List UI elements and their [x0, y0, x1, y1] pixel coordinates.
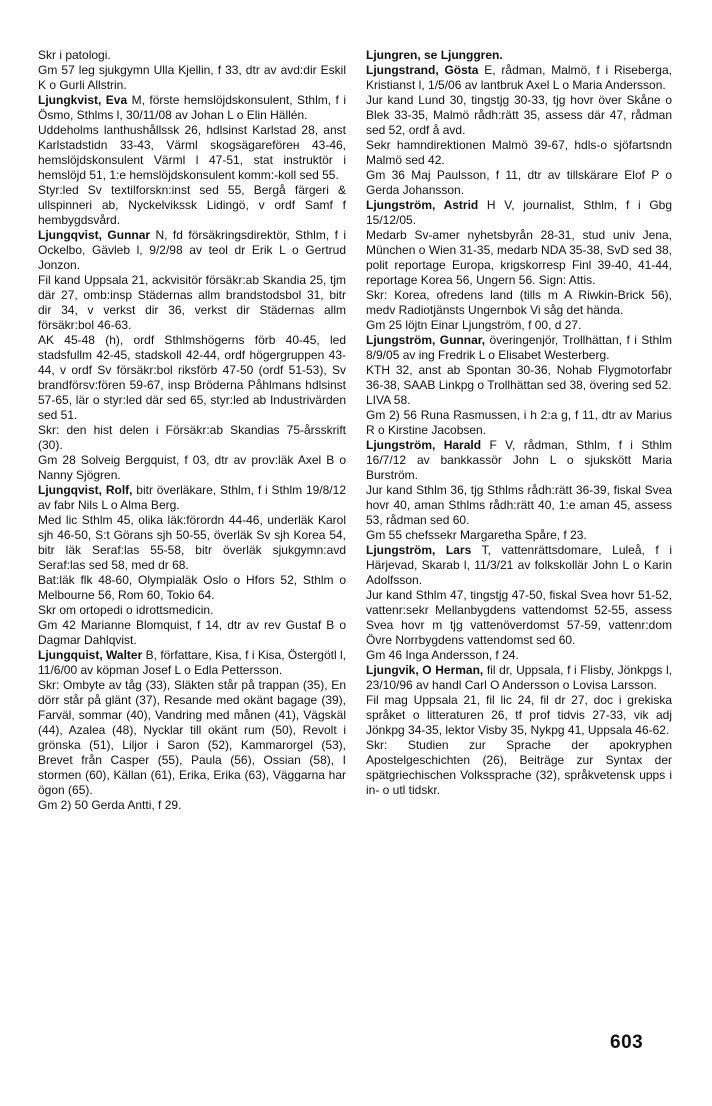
biography-entry-paragraph: [366, 138, 672, 168]
biography-entry-paragraph: [366, 93, 672, 138]
entry-text: Fil kand Uppsala 21, ackvisitör försäkr:ab Skandia 25, tjm där 27, omb:insp Städernas allm brandstodsbol 31, bitr dir 34, v verkst dir 36, verkst dir Städernas allm försäkr:bol 46-63.: [38, 273, 346, 332]
entry-name: Ljungstrand, Gösta: [366, 63, 479, 77]
entry-text: Fil mag Uppsala 21, fil lic 24, fil dr 27, doc i grekiska språket o litteraturen 26, tf prof tidvis 27-33, vik adj Jönkpg 34-35, lektor Visby 35, Nykpg 41, Uppsala 46-62.: [366, 693, 672, 737]
entry-text: Skr i patologi.: [38, 48, 111, 62]
biography-entry-paragraph: [366, 288, 672, 318]
biography-entry-paragraph: [38, 48, 346, 63]
entry-text: se Ljunggren.: [420, 48, 503, 62]
biography-entry-heading: [366, 63, 672, 93]
biography-entry-paragraph: [38, 333, 346, 423]
entry-text: Sekr hamndirektionen Malmö 39-67, hdls-o sjöfartsndn Malmö sed 42.: [366, 138, 672, 167]
biography-entry-paragraph: [38, 573, 346, 603]
biography-entry-heading: [366, 198, 672, 228]
entry-name: Ljungkvist, Eva: [38, 93, 128, 107]
entry-text: bitr överläkare, Sthlm, f i Sthlm 19/8/12 av fabr Nils L o Alma Berg.: [38, 483, 346, 512]
entry-name: Ljungqvist, Rolf,: [38, 483, 133, 497]
entry-text: Bat:läk flk 48-60, Olympialäk Oslo o Hfors 52, Sthlm o Melbourne 56, Rom 60, Tokio 64.: [38, 573, 346, 602]
entry-text: Styr:led Sv textilforskn:inst sed 55, Bergå färgeri & ullspinneri ab, Nyckelvikssk Lidingö, v ordf Samf f hembygdsvård.: [38, 183, 346, 227]
entry-text: Gm 28 Solveig Bergquist, f 03, dtr av prov:läk Axel B o Nanny Sjögren.: [38, 453, 346, 482]
biography-entry-paragraph: [38, 63, 346, 93]
biography-entry-paragraph: [38, 423, 346, 453]
entry-text: Uddeholms lanthushållssk 26, hdlsinst Karlstad 28, anst Karlstadstidn 33-43, Värml skogsägareförен 43-46, hemslöjdskonsulent Värml l 47-51, stat instruktör i hemslöjd 51, 1:e hemslöjdskonsulent komm:-koll sed 55.: [38, 123, 346, 182]
entry-text: Gm 36 Maj Paulsson, f 11, dtr av tillskärare Elof P o Gerda Johansson.: [366, 168, 672, 197]
biography-entry-paragraph: [366, 483, 672, 528]
entry-name: Ljungqvist, Gunnar: [38, 228, 151, 242]
biography-entry-heading: [38, 228, 346, 273]
entry-text: Med lic Sthlm 45, olika läk:förordn 44-46, underläk Karol sjh 46-50, S:t Görans sjh 50-55, överläk Sv sjh Korea 54, bitr läk Seraf:las 55-58, bitr överläk sjukgymn:avd Seraf:las sed 58, med dr 68.: [38, 513, 346, 572]
biography-entry-paragraph: [366, 408, 672, 438]
entry-name: Ljungström, Lars: [366, 543, 472, 557]
biography-entry-paragraph: [366, 318, 672, 333]
biography-entry-paragraph: [366, 228, 672, 288]
entry-text: T, vattenrättsdomare, Luleå, f i Härjevad, Skarab l, 11/3/21 av folkskollär John L o Karin Adolfsson.: [366, 543, 673, 587]
entry-text: Skr: Studien zur Sprache der apokryphen Apostelgeschichten (26), Beiträge zur Syntax der spätgriechischen Volkssprache (32), språkvetensk upps i in- o utl tidskr.: [366, 738, 672, 797]
entry-text: Medarb Sv-amer nyhetsbyrån 28-31, stud univ Jena, München o Wien 31-35, medarb NDA 35-38, SvD sed 38, polit reportage Europa, krigskorresp Finl 39-40, 41-44, reportage Korea 56, Ungern 56. Sign: Attis.: [366, 228, 672, 287]
entry-name: Ljungvik, O Herman,: [366, 663, 484, 677]
entry-text: Gm 42 Marianne Blomquist, f 14, dtr av rev Gustaf B o Dagmar Dahlqvist.: [38, 618, 346, 647]
biography-entry-heading: [366, 543, 672, 588]
entry-text: LIVA 58.: [366, 393, 411, 407]
entry-text: N, fd försäkringsdirektör, Sthlm, f i Ockelbo, Gävleb l, 9/2/98 av teol dr Erik L o Gertrud Jonzon.: [38, 228, 346, 272]
biography-entry-paragraph: [38, 183, 346, 228]
biography-entry-paragraph: [366, 393, 672, 408]
entry-name: Ljungström, Harald: [366, 438, 482, 452]
entry-text: Skr: den hist delen i Försäkr:ab Skandias 75-årsskrift (30).: [38, 423, 346, 452]
entry-text: Jur kand Sthlm 36, tjg Sthlms rådh:rätt 36-39, fiskal Svea hovr 40, aman Sthlms rådh:rätt 40, 1:e aman 45, assess 53, rådman sed 60.: [366, 483, 672, 527]
entry-text: Jur kand Lund 30, tingstjg 30-33, tjg hovr över Skåne o Blek 33-35, Malmö rådh:rätt 35, assess där 47, rådman sed 52, ordf å avd.: [366, 93, 672, 137]
biography-entry-heading: [38, 648, 346, 678]
biography-entry-paragraph: [38, 123, 346, 183]
entry-text: överingenjör, Trollhättan, f i Sthlm 8/9/05 av ing Fredrik L o Elisabet Westerberg.: [366, 333, 672, 362]
biography-entry-paragraph: [366, 588, 672, 648]
biography-entry-paragraph: [38, 513, 346, 573]
biography-entry-paragraph: [366, 693, 672, 738]
entry-text: E, rådman, Malmö, f i Riseberga, Kristianst l, 1/5/06 av lantbruk Axel L o Maria Andersson.: [366, 63, 672, 92]
biography-entry-paragraph: [38, 798, 346, 813]
biography-entry-heading: [366, 333, 672, 363]
page-number: 603: [610, 1032, 644, 1053]
entry-text: Gm 2) 56 Runa Rasmussen, i h 2:a g, f 11, dtr av Marius R o Kirstine Jacobsen.: [366, 408, 672, 437]
entry-text: M, förste hemslöjdskonsulent, Sthlm, f i Ösmo, Sthlms l, 30/11/08 av Johan L o Elin Hällén.: [38, 93, 346, 122]
entry-name: Ljungquist, Walter: [38, 648, 143, 662]
biography-entry-paragraph: [366, 738, 672, 798]
right-column: [366, 48, 672, 798]
biography-entry-paragraph: [366, 168, 672, 198]
left-column: [38, 48, 346, 813]
entry-text: KTH 32, anst ab Spontan 30-36, Nohab Flygmotorfabr 36-38, SAAB Linkpg o Trollhättan sed 38, övering sed 52.: [366, 363, 672, 392]
biography-entry-paragraph: [366, 528, 672, 543]
entry-text: B, författare, Kisa, f i Kisa, Östergötl l, 11/6/00 av köpman Josef L o Edla Pettersson.: [38, 648, 346, 677]
biography-entry-heading: [38, 483, 346, 513]
biography-entry-paragraph: [366, 363, 672, 393]
entry-text: Gm 2) 50 Gerda Antti, f 29.: [38, 798, 182, 812]
entry-text: Jur kand Sthlm 47, tingstjg 47-50, fiskal Svea hovr 51-52, vattenr:sekr Mellanbygdens vattendomst 52-55, assess Svea hovr m tjg vattenöverdomst 57-59, vattenr:dom Övre Norrbygdens vattendomst sed 60.: [366, 588, 672, 647]
entry-name: Ljungström, Gunnar,: [366, 333, 486, 347]
entry-text: Gm 25 löjtn Einar Ljungström, f 00, d 27.: [366, 318, 582, 332]
biography-entry-paragraph: [38, 678, 346, 798]
biography-entry-paragraph: [38, 273, 346, 333]
biography-entry-heading: [366, 663, 672, 693]
entry-text: Gm 55 chefssekr Margaretha Spåre, f 23.: [366, 528, 587, 542]
entry-name: Ljungren,: [366, 48, 421, 62]
entry-text: Skr: Korea, ofredens land (tills m A Riwkin-Brick 56), medv Radiotjänsts Ungernbok Vi såg det hända.: [366, 288, 672, 317]
biography-entry-heading: [38, 93, 346, 123]
entry-text: Gm 57 leg sjukgymn Ulla Kjellin, f 33, dtr av avd:dir Eskil K o Gurli Allstrin.: [38, 63, 346, 92]
entry-text: F V, rådman, Sthlm, f i Sthlm 16/7/12 av bankkassör John L o sjukskött Maria Burström.: [366, 438, 672, 482]
entry-text: fil dr, Uppsala, f i Flisby, Jönkpgs l, 23/10/96 av handl Carl O Andersson o Lovisa Larsson.: [366, 663, 672, 692]
entry-text: H V, journalist, Sthlm, f i Gbg 15/12/05.: [366, 198, 672, 227]
entry-text: Gm 46 Inga Andersson, f 24.: [366, 648, 519, 662]
biography-entry-heading: [366, 438, 672, 483]
entry-name: Ljungström, Astrid: [366, 198, 479, 212]
biography-entry-paragraph: [38, 618, 346, 648]
biography-entry-paragraph: [38, 453, 346, 483]
entry-text: AK 45-48 (h), ordf Sthlmshögerns förb 40-45, led stadsfullm 42-45, stadskoll 42-44, ordf högergruppen 43-44, v ordf Sv försäkr:bol riksförb 47-50 (ordf 51-53), Sv brandförsv:fören 59-67, insp Bröderna Påhlmans hdlsinst 57-65, lär o styr:led där sed 65, styr:led ab Industrivärden sed 51.: [38, 333, 346, 422]
biography-entry-paragraph: [366, 648, 672, 663]
biography-entry-heading: [366, 48, 672, 63]
entry-text: Skr om ortopedi o idrottsmedicin.: [38, 603, 214, 617]
biography-entry-paragraph: [38, 603, 346, 618]
entry-text: Skr: Ombyte av tåg (33), Släkten står på trappan (35), En dörr står på glänt (37), Resande med okänt bagage (39), Farväl, sommar (40), Vandring med månen (41), Vägskäl (44), Azalea (48), Nycklar till okänt rum (50), Revolt i grönska (51), Liljor i Saron (52), Kammarorgel (53), Brevet från Casper (55), Paula (56), Ossian (58), I stormen (60), Källan (61), Erika, Erika (63), Väggarna har ögon (65).: [38, 678, 346, 797]
